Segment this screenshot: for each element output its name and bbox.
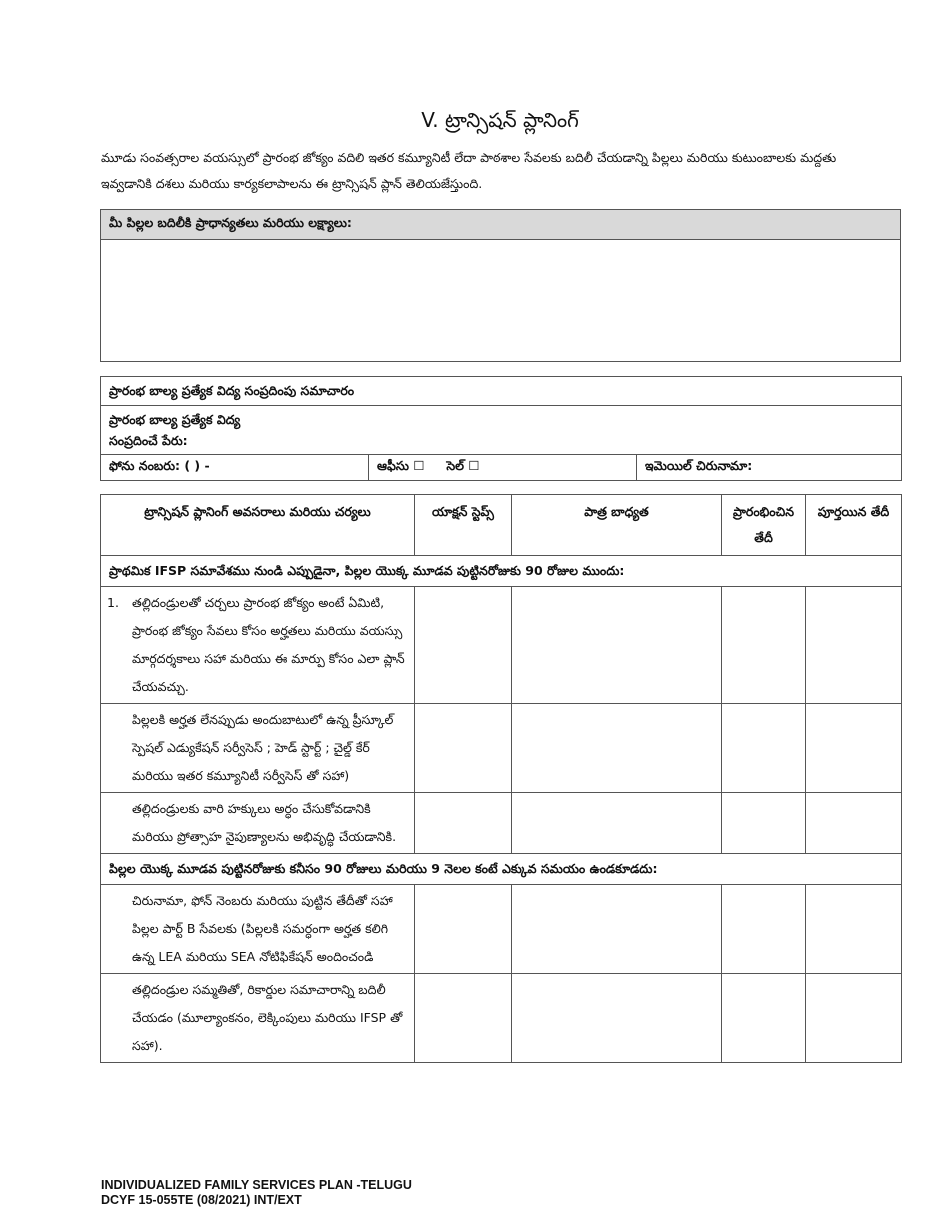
goals-header: మీ పిల్లల బదిలీకి ప్రాధాన్యతలు మరియు లక్ష్యాలు: (101, 210, 901, 240)
row-number (107, 795, 132, 851)
action-steps-cell[interactable] (415, 974, 512, 1063)
header-completed-date: పూర్తయిన తేదీ (806, 495, 902, 556)
task-text: తల్లిదండ్రులకు వారి హక్కులు అర్ధం చేసుకోవడానికి మరియు ప్రోత్సాహ నైపుణ్యాలను అభివృద్ధి చేయడానికి. (132, 801, 397, 844)
completed-date-cell[interactable] (806, 587, 902, 704)
task-text: పిల్లలకి అర్హత లేనప్పుడు అందుబాటులో ఉన్న ప్రీస్కూల్ స్పెషల్ ఎడ్యుకేషన్ సర్వీసెస్ ; హెడ్ స్టార్ట్ ; చైల్డ్ కేర్ మరియు ఇతర కమ్యూనిటీ సర్వీసెస్ తో సహా) (132, 712, 394, 783)
form-footer (101, 1178, 412, 1208)
header-needs: ట్రాన్సిషన్ ప్లానింగ్ అవసరాలు మరియు చర్యలు (101, 495, 415, 556)
task-text: తల్లిదండ్రులతో చర్చలు ప్రారంభ జోక్యం అంటే ఏమిటి, ప్రారంభ జోక్యం సేవలు కోసం అర్హతలు మరియు వయస్సు మార్గదర్శకాలు సహా మరియు ఈ మార్పు కోసం ఎలా ప్లాన్ చేయవచ్చు. (132, 595, 405, 694)
completed-date-cell[interactable] (806, 793, 902, 854)
contact-name-label-line1: ప్రారంభ బాల్య ప్రత్యేక విద్య (109, 412, 241, 427)
footer-form-title: INDIVIDUALIZED FAMILY SERVICES PLAN -TELUGU (101, 1178, 412, 1192)
table-row (101, 793, 902, 854)
cell-checkbox[interactable]: ☐ (468, 458, 480, 473)
table-row (101, 587, 902, 704)
responsibility-cell[interactable] (512, 587, 722, 704)
page-title: V. ట్రాన్సిషన్ ప్లానింగ్ (421, 108, 579, 132)
start-date-cell[interactable] (722, 704, 806, 793)
transition-plan-table (100, 494, 902, 1063)
header-responsibility: పాత్ర బాధ్యత (512, 495, 722, 556)
contact-table (100, 376, 902, 481)
cell-label: సెల్ (446, 458, 464, 473)
phone-field[interactable]: ఫోను నంబరు: ( ) - (101, 455, 369, 481)
header-action-steps: యాక్షన్ స్టెప్స్ (415, 495, 512, 556)
action-steps-cell[interactable] (415, 793, 512, 854)
phone-type-cell (369, 455, 637, 481)
responsibility-cell[interactable] (512, 974, 722, 1063)
row-number (107, 887, 132, 971)
completed-date-cell[interactable] (806, 704, 902, 793)
header-start-date: ప్రారంభించిన తేదీ (722, 495, 806, 556)
row-number (107, 706, 132, 790)
section-heading-2: పిల్లల యొక్క మూడవ పుట్టినరోజుకు కనీసం 90 రోజులు మరియు 9 నెలల కంటే ఎక్కువ సమయం ఉండకూడదు: (101, 854, 902, 885)
task-text: తల్లిదండ్రుల సమ్మతితో, రికార్డుల సమాచారాన్ని బదిలీ చేయడం (మూల్యాంకనం, లెక్కింపులు మరియు IFSP తో సహా). (132, 982, 403, 1053)
table-row (101, 885, 902, 974)
contact-header: ప్రారంభ బాల్య ప్రత్యేక విద్య సంప్రదింపు సమాచారం (101, 377, 902, 406)
task-text: చిరునామా, ఫోన్ నెంబరు మరియు పుట్టిన తేదీతో సహా పిల్లల పార్ట్ B సేవలకు (పిల్లలకి సమర్ధంగా అర్హత కలిగి ఉన్న LEA మరియు SEA నోటిఫికేషన్ అందించండి (132, 893, 393, 964)
start-date-cell[interactable] (722, 587, 806, 704)
row-number (107, 976, 132, 1060)
completed-date-cell[interactable] (806, 885, 902, 974)
section-heading-1: ప్రాథమిక IFSP సమావేశము నుండి ఎప్పుడైనా, పిల్లల యొక్క మూడవ పుట్టినరోజుకు 90 రోజుల ముందు: (101, 556, 902, 587)
goals-input-area[interactable] (101, 240, 901, 362)
table-row (101, 974, 902, 1063)
start-date-cell[interactable] (722, 974, 806, 1063)
responsibility-cell[interactable] (512, 793, 722, 854)
goals-table (100, 209, 901, 362)
start-date-cell[interactable] (722, 885, 806, 974)
completed-date-cell[interactable] (806, 974, 902, 1063)
action-steps-cell[interactable] (415, 704, 512, 793)
office-checkbox[interactable]: ☐ (413, 458, 425, 473)
intro-paragraph: మూడు సంవత్సరాల వయస్సులో ప్రారంభ జోక్యం వదిలి ఇతర కమ్యూనిటీ లేదా పాఠశాల సేవలకు బదిలీ చేయడాన్ని పిల్లలు మరియు కుటుంబాలకు మద్దతు ఇవ్వడానికి దశలు మరియు కార్యకలాపాలను ఈ ట్రాన్సిషన్ ప్లాన్ తెలియజేస్తుంది. (101, 150, 837, 191)
row-number: 1. (107, 595, 119, 610)
contact-name-field[interactable] (101, 406, 902, 455)
office-label: ఆఫీసు (377, 458, 409, 473)
action-steps-cell[interactable] (415, 885, 512, 974)
table-row (101, 704, 902, 793)
start-date-cell[interactable] (722, 793, 806, 854)
contact-name-label-line2: సంప్రదించే పేరు: (109, 433, 188, 448)
email-field[interactable]: ఇమెయిల్ చిరునామా: (637, 455, 902, 481)
responsibility-cell[interactable] (512, 885, 722, 974)
responsibility-cell[interactable] (512, 704, 722, 793)
action-steps-cell[interactable] (415, 587, 512, 704)
footer-form-number: DCYF 15-055TE (08/2021) INT/EXT (101, 1193, 302, 1207)
